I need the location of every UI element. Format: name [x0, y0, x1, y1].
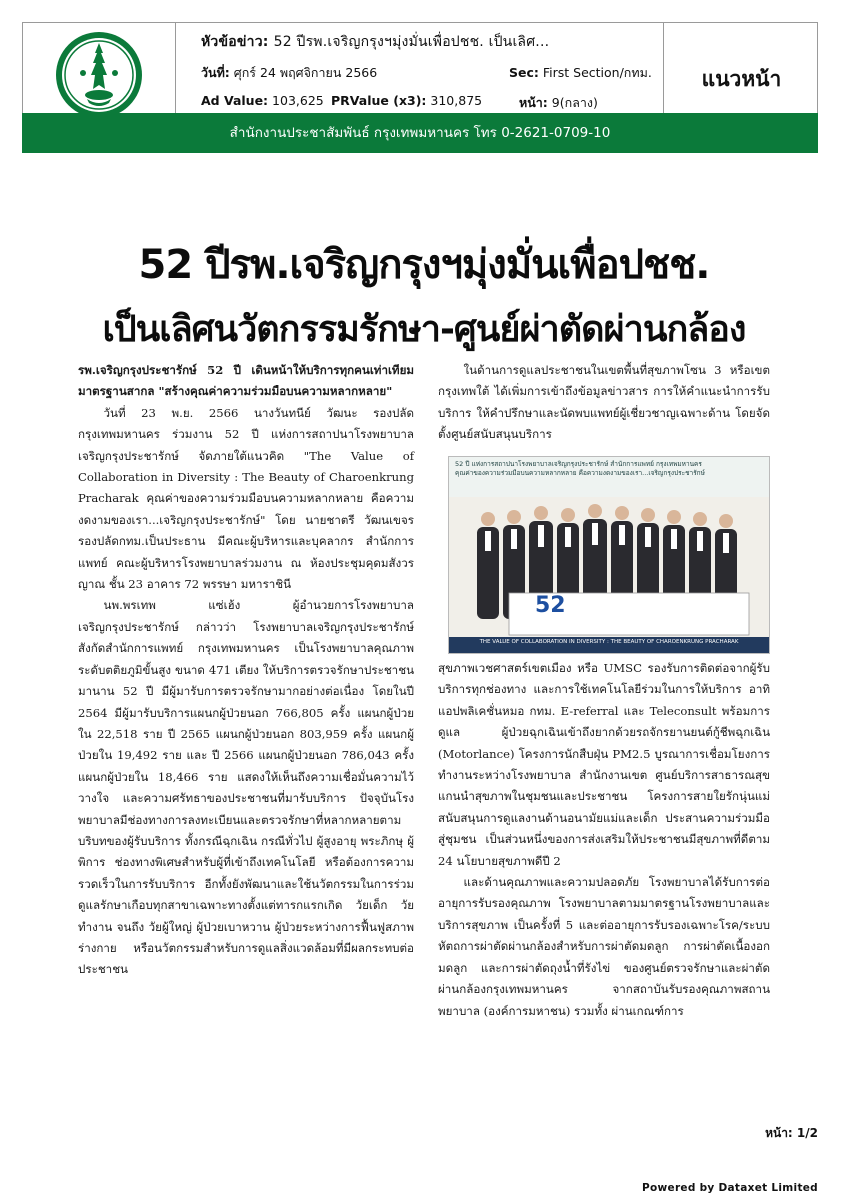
- right-column-top: [438, 360, 770, 446]
- headline-row: [201, 31, 671, 53]
- page-label: หน้า:: [519, 95, 548, 110]
- pr-value: 310,875: [430, 93, 483, 108]
- section-value: First Section/กทม.: [542, 65, 652, 80]
- photo-banner: [455, 460, 765, 478]
- event-photo-illustration: [449, 457, 769, 653]
- headline-label: หัวข้อข่าว:: [201, 34, 269, 50]
- date-value: ศุกร์ 24 พฤศจิกายน 2566: [233, 65, 378, 80]
- article-paragraph: วันที่ 23 พ.ย. 2566 นางวันทนีย์ วัฒนะ รองปลัดกรุงเทพมหานคร ร่วมงาน 52 ปี แห่งการสถาปนาโรงพยาบาลเจริญกรุงประชารักษ์ จัดภายใต้แนวคิด "The Value of Collaboration in Diversity : The Beauty of Charoenkrung Pracharak คุณค่าของความร่วมมือบนความหลากหลาย คือความงดงามของเรา...เจริญกรุงประชารักษ์" โดย นายชาตรี วัฒนเขจร รองปลัดกทม.เป็นประธาน มีคณะผู้บริหารและบุคลากร สำนักการแพทย์ คณะผู้บริหารโรงพยาบาลร่วมงาน ณ ห้องประชุมคุดมสังวรญาณ ชั้น 23 อาคาร 72 พรรษา มหาราชินี: [78, 405, 414, 592]
- article-paragraph: สุขภาพเวชศาสตร์เขตเมือง หรือ UMSC รองรับการติดต่อจากผู้รับบริการทุกช่องทาง และการใช้เทคโนโลยีร่วมในการให้บริการ อาทิ แอปพลิเคชั่นหมอ กทม. E-referral และ Teleconsult พร้อมการดูแล ผู้ป่วยฉุกเฉินเข้าถึงยากด้วยรถจักรยานยนต์กู้ชีพฉุกเฉิน (Motorlance) โครงการนักสืบฝุ่น PM2.5 บูรณาการเชื่อมโยงการทำงานระหว่างโรงพยาบาล สำนักงานเขต ศูนย์บริการสาธารณสุข แกนนำสุขภาพในชุมชนและประชาชน โครงการสายใยรักนุ่นแม่ สนับสนุนการดูแลงานด้านอนามัยแม่และเด็ก ประสานความร่วมมือสู่ชุมชน เป็นส่วนหนึ่งของการส่งเสริมให้ประชาชนมีสุขภาพที่ดีตาม 24 นโยบายสุขภาพดีปี 2: [438, 661, 770, 868]
- bangkok-seal-logo: [53, 29, 145, 121]
- article-title-line2: เป็นเลิศนวัตกรรมรักษา-ศูนย์ผ่าตัดผ่านกล้อง: [102, 309, 746, 350]
- photo-banner-line2: คุณค่าของความร่วมมือบนความหลากหลาย คือความงดงามของเรา...เจริญกรุงประชารักษ์: [455, 469, 705, 477]
- headline-value: 52 ปีรพ.เจริญกรุงฯมุ่งมั่นเพื่อปชช. เป็นเลิศ...: [273, 34, 550, 50]
- pr-value-field: [331, 93, 482, 108]
- ad-value-label: Ad Value:: [201, 93, 269, 108]
- date-row: [201, 63, 671, 79]
- photo-banner-line1: 52 ปี แห่งการสถาปนาโรงพยาบาลเจริญกรุงประชารักษ์ สำนักการแพทย์ กรุงเทพมหานคร: [455, 460, 702, 468]
- right-column-bottom: [438, 658, 770, 1022]
- photo-anniversary-number: 52: [535, 593, 566, 618]
- agency-bar: สำนักงานประชาสัมพันธ์ กรุงเทพมหานคร โทร 0-2621-0709-10: [22, 113, 818, 153]
- photo-board-text: THE VALUE OF COLLABORATION IN DIVERSITY : THE BEAUTY OF CHAROENKRUNG PRACHARAK: [479, 639, 739, 645]
- section-label: Sec:: [509, 65, 539, 80]
- value-row: [201, 93, 671, 109]
- pr-value-label: PRValue (x3):: [331, 93, 427, 108]
- left-column: [78, 360, 414, 981]
- article-lede: รพ.เจริญกรุงประชารักษ์ 52 ปี เดินหน้าให้บริการทุกคนเท่าเทียม มาตรฐานสากล "สร้างคุณค่าความร่วมมือบนความหลากหลาย": [78, 363, 414, 399]
- powered-by: Powered by Dataxet Limited: [642, 1182, 818, 1194]
- article-title-line1: 52 ปีรพ.เจริญกรุงฯมุ่งมั่นเพื่อปชช.: [138, 242, 710, 288]
- section-field: [509, 63, 652, 83]
- page-field: [519, 93, 598, 113]
- publication-name: แนวหน้า: [701, 67, 782, 91]
- date-label: วันที่:: [201, 65, 230, 80]
- article-paragraph: นพ.พรเทพ แซ่เฮ้ง ผู้อำนวยการโรงพยาบาลเจริญกรุงประชารักษ์ กล่าวว่า โรงพยาบาลเจริญกรุงประชารักษ์ สังกัดสำนักการแพทย์ กรุงเทพมหานคร เป็นโรงพยาบาลคุณภาพระดับตติยภูมิขั้นสูง ขนาด 471 เตียง ให้บริการตรวจรักษาประชาชนมานาน 52 ปี มีผู้มารับการตรวจรักษามากอย่างต่อเนื่อง โดยในปี 2564 มีผู้มารับบริการแผนกผู้ป่วยนอก 766,805 ครั้ง แผนกผู้ป่วยใน 22,518 ราย ปี 2565 แผนกผู้ป่วยนอก 803,959 ครั้ง แผนกผู้ป่วยใน 19,492 ราย และ ปี 2566 แผนกผู้ป่วยนอก 786,043 ครั้ง แผนกผู้ป่วยใน 18,466 ราย แสดงให้เห็นถึงความเชื่อมั่นความไว้วางใจ และความศรัทธาของประชาชนที่มารับบริการ ปัจจุบันโรงพยาบาลมีช่องทางการลงทะเบียนและตรวจรักษาที่หลากหลายตามบริบทของผู้รับบริการ ทั้งกรณีฉุกเฉิน กรณีทั่วไป ผู้สูงอายุ พระภิกษุ ผู้พิการ ช่องทางพิเศษสำหรับผู้ที่เข้าถึงเทคโนโลยี หรือต้องการความรวดเร็วในการรับบริการ อีกทั้งยังพัฒนาและใช้นวัตกรรมในการร่วมดูแลรักษาเกือบทุกสาขาเฉพาะทางตั้งแต่ทารกแรกเกิด วัยเด็ก วัยทำงาน จนถึง วัยผู้ใหญ่ ผู้ป่วยเบาหวาน ผู้ป่วยระหว่างการฟื้นฟูสภาพร่างกาย หรือนวัตกรรมสำหรับการดูแลสิ่งแวดล้อมที่มีผลกระทบต่อประชาชน: [78, 598, 414, 977]
- page-value: 9(กลาง): [551, 95, 598, 110]
- clipping-info: [201, 31, 671, 109]
- article-paragraph: ในด้านการดูแลประชาชนในเขตพื้นที่สุขภาพโซน 3 หรือเขตกรุงเทพใต้ ได้เพิ่มการเข้าถึงข้อมูลข่าวสาร การให้คำแนะนำการรับบริการ ให้คำปรึกษาและนัดพบแพทย์ผู้เชี่ยวชาญเฉพาะด้าน โดยจัดตั้งศูนย์สนับสนุนบริการ: [438, 363, 770, 442]
- event-photo: [448, 456, 770, 654]
- page-indicator: หน้า: 1/2: [765, 1126, 818, 1140]
- article-paragraph: และด้านคุณภาพและความปลอดภัย โรงพยาบาลได้รับการต่ออายุการรับรองคุณภาพ โรงพยาบาลตามมาตรฐานโรงพยาบาลและบริการสุขภาพ เป็นครั้งที่ 5 และต่ออายุการรับรองเฉพาะโรค/ระบบ หัตถการผ่าตัดผ่านกล้องสำหรับการผ่าตัดมดลูก การผ่าตัดเนื้องอกมดลูก และการผ่าตัดถุงน้ำที่รังไข่ ของศูนย์ตรวจรักษาและผ่าตัดผ่านกล้องกรุงเทพมหานคร จากสถาบันรับรองคุณภาพสถานพยาบาล (องค์การมหาชน) รวมทั้ง ผ่านเกณฑ์การ: [438, 875, 770, 1018]
- ad-value: 103,625: [272, 93, 324, 108]
